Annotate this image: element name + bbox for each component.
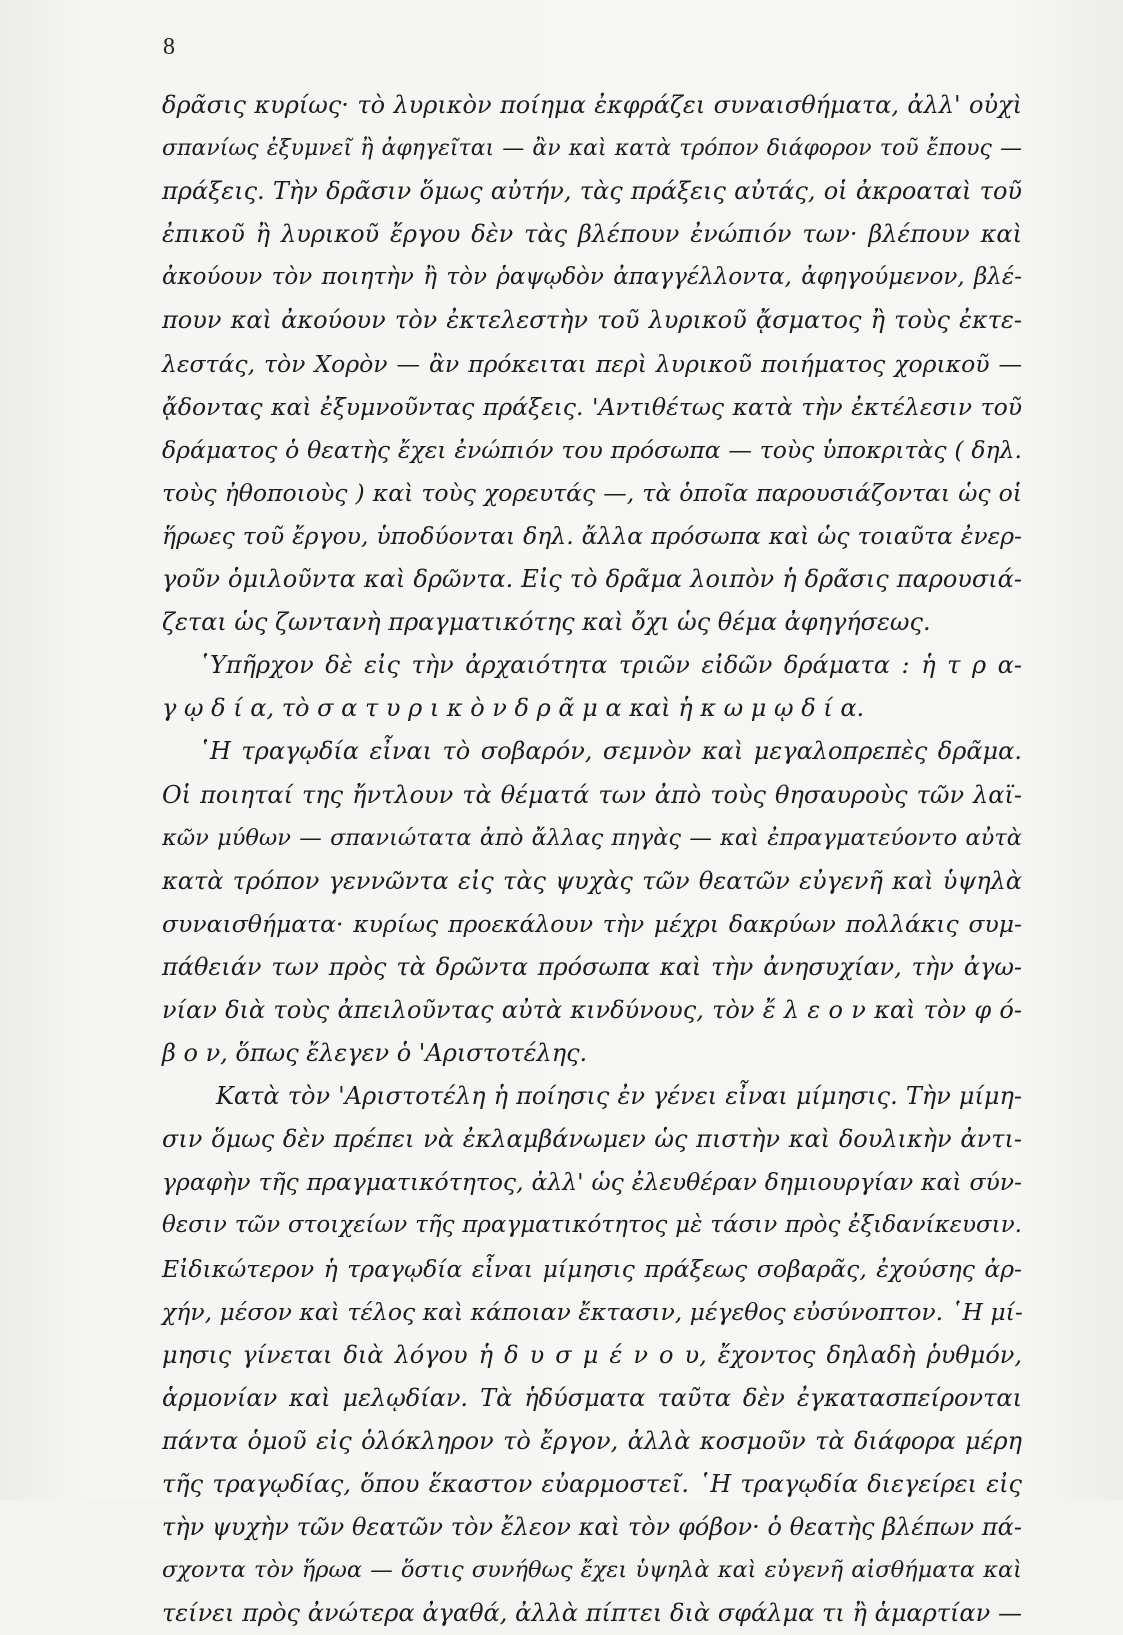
text-line: δρᾶσις κυρίως· τὸ λυρικὸν ποίημα ἐκφράζει συναισθήματα, ἀλλ' οὐχὶ: [162, 91, 1022, 119]
text-line: β ο ν, ὅπως ἔλεγεν ὁ 'Αριστοτέλης.: [162, 1039, 588, 1068]
paragraph-start-line: Κατὰ τὸν 'Αριστοτέλη ἡ ποίησις ἐν γένει εἶναι μίμησις. Τὴν μίμη-: [216, 1082, 1022, 1111]
text-line: ἀκούουν τὸν ποιητὴν ἢ τὸν ῥαψῳδὸν ἀπαγγέλλοντα, ἀφηγούμενον, βλέ-: [162, 264, 1022, 291]
paragraph-start-line: ῾Υπῆρχον δὲ εἰς τὴν ἀρχαιότητα τριῶν εἰδῶν δράματα : ἡ τ ρ α-: [198, 651, 1022, 680]
text-line: τὴν ψυχὴν τῶν θεατῶν τὸν ἔλεον καὶ τὸν φόβον· ὁ θεατὴς βλέπων πά-: [162, 1513, 1022, 1542]
text-line: θεσιν τῶν στοιχείων τῆς πραγματικότητος μὲ τάσιν πρὸς ἐξιδανίκευσιν.: [162, 1212, 1022, 1239]
text-line: συναισθήματα· κυρίως προεκάλουν τὴν μέχρι δακρύων πολλάκις συμ-: [162, 909, 1022, 938]
text-line: πράξεις. Τὴν δρᾶσιν ὅμως αὐτήν, τὰς πράξεις αὐτάς, οἱ ἀκροαταὶ τοῦ: [162, 177, 1022, 206]
text-line: πάθειάν των πρὸς τὰ δρῶντα πρόσωπα καὶ τὴν ἀνησυχίαν, τὴν ἀγω-: [162, 952, 1022, 981]
page-number: 8: [163, 34, 175, 60]
text-line: ζεται ὡς ζωντανὴ πραγματικότης καὶ ὄχι ὡς θέμα ἀφηγήσεως.: [162, 608, 931, 637]
text-line: κατὰ τρόπον γεννῶντα εἰς τὰς ψυχὰς τῶν θεατῶν εὐγενῆ καὶ ὑψηλὰ: [162, 866, 1022, 895]
text-line: σχοντα τὸν ἥρωα — ὅστις συνήθως ἔχει ὑψηλὰ καὶ εὐγενῆ αἰσθήματα καὶ: [162, 1557, 1022, 1584]
text-line: δράματος ὁ θεατὴς ἔχει ἐνώπιόν του πρόσωπα — τοὺς ὑποκριτὰς ( δηλ.: [162, 435, 1022, 464]
text-line: γ ῳ δ ί α, τὸ σ α τ υ ρ ι κ ὸ ν δ ρ ᾶ μ α καὶ ἡ κ ω μ ῳ δ ί α.: [162, 694, 865, 723]
text-line: τοὺς ἠθοποιοὺς ) καὶ τοὺς χορευτάς —, τὰ ὁποῖα παρουσιάζονται ὡς οἱ: [162, 478, 1022, 507]
body-text: [162, 84, 1022, 1635]
text-line: σιν ὅμως δὲν πρέπει νὰ ἐκλαμβάνωμεν ὡς πιστὴν καὶ δουλικὴν ἀντι-: [162, 1125, 1022, 1154]
paragraph-start-line: ῾Η τραγῳδία εἶναι τὸ σοβαρόν, σεμνὸν καὶ μεγαλοπρεπὲς δρᾶμα.: [198, 737, 1022, 766]
text-line: γραφὴν τῆς πραγματικότητος, ἀλλ' ὡς ἐλευθέραν δημιουργίαν καὶ σύν-: [162, 1168, 1022, 1197]
text-line: Οἱ ποιηταί της ἤντλουν τὰ θέματά των ἀπὸ τοὺς θησαυροὺς τῶν λαϊ-: [162, 780, 1022, 809]
text-line: ἐπικοῦ ἢ λυρικοῦ ἔργου δὲν τὰς βλέπουν ἐνώπιόν των· βλέπουν καὶ: [162, 220, 1022, 249]
text-line: ἁρμονίαν καὶ μελῳδίαν. Τὰ ἡδύσματα ταῦτα δὲν ἐγκατασπείρονται: [162, 1383, 1022, 1412]
text-line: λεστάς, τὸν Χορὸν — ἂν πρόκειται περὶ λυρικοῦ ποιήματος χορικοῦ —: [162, 349, 1022, 378]
text-line: νίαν διὰ τοὺς ἀπειλοῦντας αὐτὰ κινδύνους, τὸν ἔ λ ε ο ν καὶ τὸν φ ό-: [162, 995, 1022, 1024]
text-line: ἥρωες τοῦ ἔργου, ὑποδύονται δηλ. ἄλλα πρόσωπα καὶ ὡς τοιαῦτα ἐνερ-: [162, 521, 1022, 550]
text-line: πάντα ὁμοῦ εἰς ὁλόκληρον τὸ ἔργον, ἀλλὰ κοσμοῦν τὰ διάφορα μέρη: [162, 1426, 1022, 1455]
text-line: γοῦν ὁμιλοῦντα καὶ δρῶντα. Εἰς τὸ δρᾶμα λοιπὸν ἡ δρᾶσις παρουσιά-: [162, 565, 1022, 594]
text-line: τῆς τραγῳδίας, ὅπου ἕκαστον εὐαρμοστεῖ. ῾Η τραγῳδία διεγείρει εἰς: [162, 1470, 1022, 1498]
text-line: Εἰδικώτερον ἡ τραγῳδία εἶναι μίμησις πράξεως σοβαρᾶς, ἐχούσης ἀρ-: [162, 1254, 1022, 1283]
text-line: τείνει πρὸς ἀνώτερα ἀγαθά, ἀλλὰ πίπτει διὰ σφάλμα τι ἢ ἁμαρτίαν —: [162, 1599, 1022, 1628]
text-line: σπανίως ἐξυμνεῖ ἢ ἀφηγεῖται — ἂν καὶ κατὰ τρόπον διάφορον τοῦ ἔπους —: [162, 136, 1022, 162]
text-line: κῶν μύθων — σπανιώτατα ἀπὸ ἄλλας πηγὰς — καὶ ἐπραγματεύοντο αὐτὰ: [162, 824, 1022, 851]
text-line: μησις γίνεται διὰ λόγου ἡ δ υ σ μ έ ν ο υ, ἔχοντος δηλαδὴ ῥυθμόν,: [162, 1340, 1022, 1369]
text-line: ᾄδοντας καὶ ἐξυμνοῦντας πράξεις. 'Αντιθέτως κατὰ τὴν ἐκτέλεσιν τοῦ: [162, 392, 1022, 421]
text-line: χήν, μέσον καὶ τέλος καὶ κάποιαν ἔκτασιν, μέγεθος εὐσύνοπτον. ῾Η μί-: [162, 1297, 1023, 1326]
text-line: πουν καὶ ἀκούουν τὸν ἐκτελεστὴν τοῦ λυρικοῦ ᾄσματος ἢ τοὺς ἐκτε-: [162, 306, 1022, 335]
